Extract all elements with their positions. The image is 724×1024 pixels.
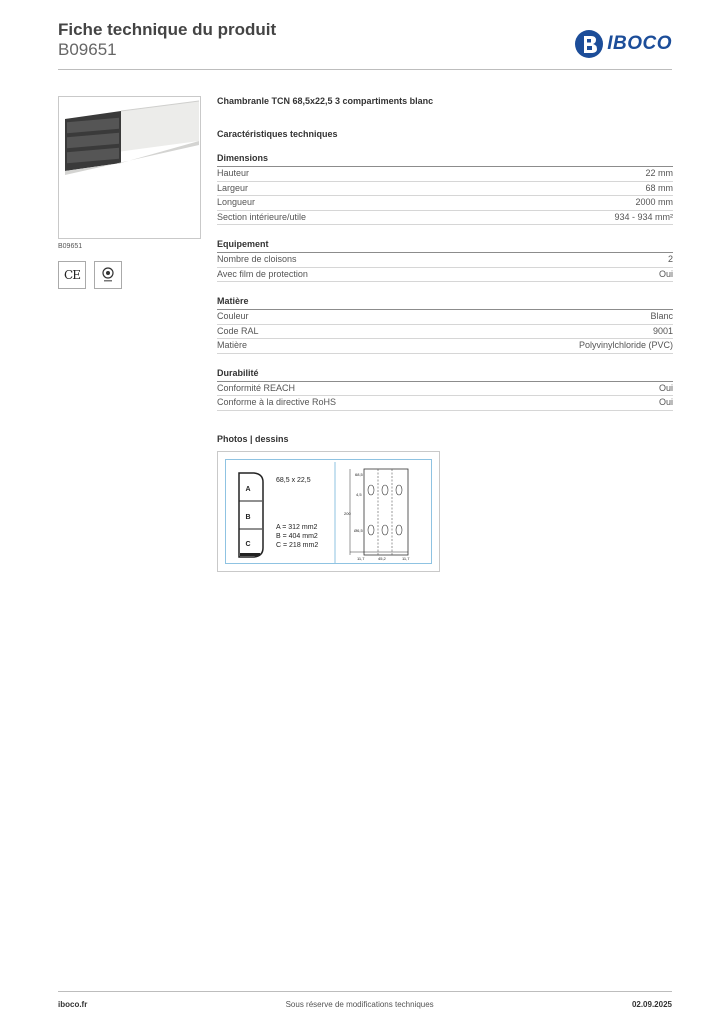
spec-label: Largeur	[217, 182, 249, 193]
photo-caption: B09651	[58, 243, 83, 250]
group-title: Durabilité	[217, 367, 673, 382]
spec-value: Oui	[658, 382, 673, 393]
spec-row	[217, 396, 673, 411]
spec-value: 934 - 934 mm²	[614, 211, 673, 222]
compartment-label: B	[245, 513, 251, 521]
spec-value: 2	[667, 254, 673, 264]
spec-value: Oui	[658, 268, 673, 279]
product-photo	[58, 96, 201, 239]
spec-value: Oui	[658, 397, 673, 407]
spec-row	[217, 339, 673, 354]
photos-caption: Photos | dessins	[217, 433, 289, 444]
spec-value: Blanc	[650, 311, 673, 321]
compartment-label: C	[245, 540, 251, 548]
brand-name: IBOCO	[607, 33, 672, 54]
spec-label: Avec film de protection	[217, 268, 308, 279]
spec-group-material	[217, 295, 673, 354]
spec-row	[217, 167, 673, 182]
spec-row	[217, 310, 673, 325]
spec-row	[217, 196, 673, 211]
spec-label: Couleur	[217, 311, 249, 321]
footer-site[interactable]: iboco.fr	[58, 1000, 88, 1009]
technical-drawing	[217, 451, 440, 572]
spec-row	[217, 182, 673, 197]
area-b: B = 404 mm2	[276, 532, 318, 540]
spec-label: Section intérieure/utile	[217, 211, 307, 222]
spec-value: 9001	[652, 325, 673, 336]
spec-row	[217, 382, 673, 397]
page-header	[58, 20, 672, 70]
trunking-image	[59, 97, 200, 238]
brand-logo-icon	[574, 29, 604, 59]
product-visuals	[58, 96, 201, 289]
product-name: Chambranle TCN 68,5x22,5 3 compartiments blanc	[217, 96, 434, 106]
group-title: Dimensions	[217, 152, 673, 167]
compartment-label: A	[245, 485, 251, 493]
document-title: Fiche technique du produit	[58, 20, 277, 39]
spec-label: Conformité REACH	[217, 382, 296, 393]
spec-group-durability	[217, 367, 673, 411]
spec-row	[217, 211, 673, 226]
product-code: B09651	[58, 40, 117, 59]
spec-label: Code RAL	[217, 325, 259, 336]
spec-label: Hauteur	[217, 168, 250, 178]
area-c: C = 218 mm2	[276, 541, 319, 549]
spec-value: Polyvinylchloride (PVC)	[578, 340, 673, 350]
spec-group-equipment	[217, 238, 673, 282]
drawing-frame	[225, 459, 432, 564]
page-footer	[58, 991, 672, 1009]
spec-label: Nombre de cloisons	[217, 254, 297, 264]
spec-label: Conforme à la directive RoHS	[217, 397, 337, 407]
spec-value: 68 mm	[645, 182, 673, 193]
spec-row	[217, 325, 673, 340]
product-specifications	[217, 96, 673, 572]
spec-row	[217, 253, 673, 268]
drawing-label: 68,5	[355, 471, 363, 477]
certification-badges	[58, 261, 201, 289]
spec-label: Matière	[217, 340, 248, 350]
drawing-label: 200	[344, 510, 351, 516]
drawing-label: 11,7	[402, 555, 410, 561]
brand-logo	[574, 29, 672, 59]
footer-date: 02.09.2025	[631, 1000, 672, 1009]
group-title: Matière	[217, 295, 673, 310]
group-title: Equipement	[217, 238, 673, 253]
footer-note: Sous réserve de modifications techniques	[285, 1000, 434, 1009]
drawing-label: Ø6,5	[354, 527, 363, 533]
ce-mark-icon: CE	[58, 261, 86, 289]
drawing-label: 45,2	[378, 555, 386, 561]
spec-value: 22 mm	[645, 168, 673, 178]
drawing-label: 4,5	[356, 491, 362, 497]
section-caption: Caractéristiques techniques	[217, 129, 338, 139]
compartment-areas	[276, 523, 318, 550]
area-a: A = 312 mm2	[276, 523, 318, 531]
certification-icon	[94, 261, 122, 289]
spec-row	[217, 268, 673, 283]
drawing-svg	[226, 460, 433, 565]
spec-value: 2000 mm	[635, 197, 673, 207]
dimension-label: 68,5 x 22,5	[276, 476, 311, 484]
spec-group-dimensions	[217, 152, 673, 225]
drawing-label: 11,7	[357, 555, 365, 561]
spec-label: Longueur	[217, 197, 256, 207]
